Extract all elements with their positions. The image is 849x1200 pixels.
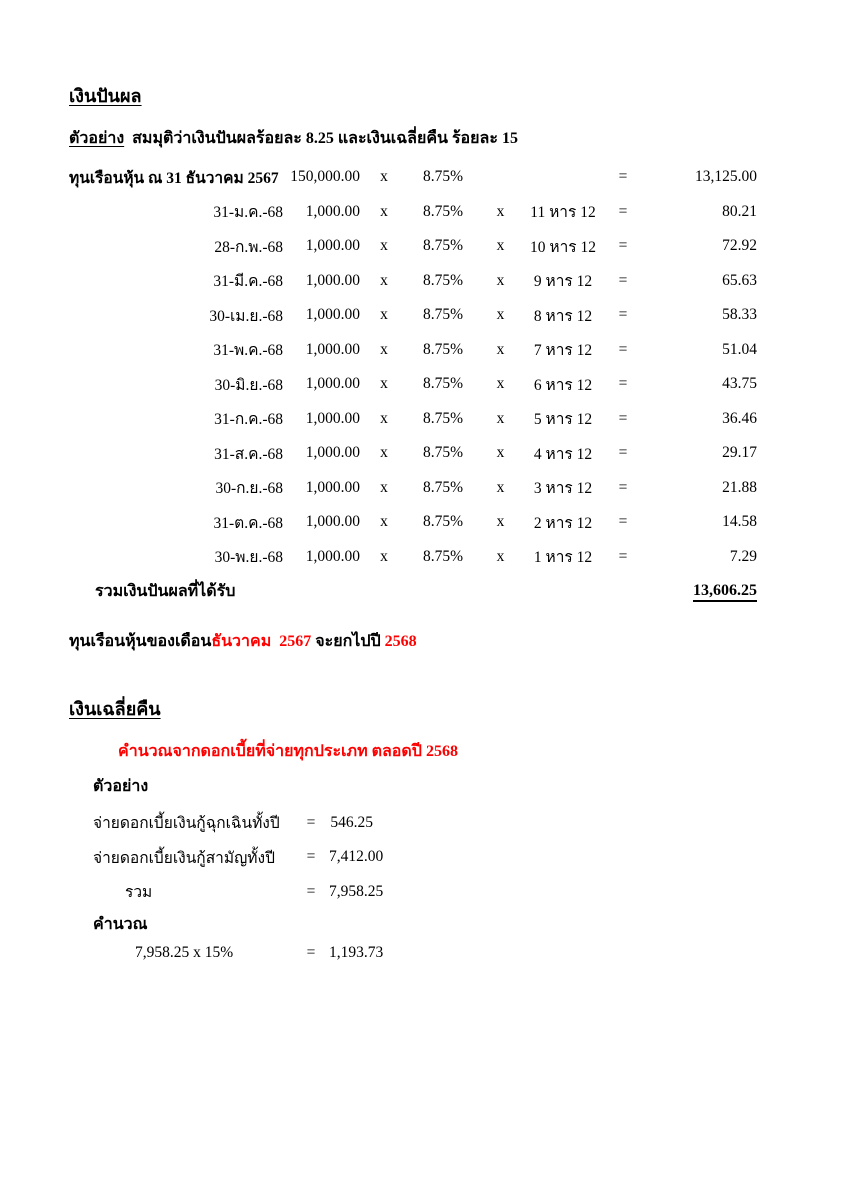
- equals-sign: =: [618, 409, 628, 427]
- rate-cell: 8.75%: [422, 271, 464, 289]
- rebate-line-value: 7,412.00: [329, 848, 384, 866]
- rebate-lines: [69, 806, 757, 910]
- fraction-cell: 3 หาร 12: [533, 480, 593, 498]
- amount-cell: 1,000.00: [305, 409, 360, 427]
- rate-cell: 8.75%: [422, 547, 464, 565]
- dividend-row: [69, 298, 757, 333]
- total-label: รวมเงินปันผลที่ได้รับ: [95, 582, 236, 600]
- multiply-sign: x: [380, 409, 388, 427]
- equals-sign: =: [618, 375, 628, 393]
- base-row-label: ทุนเรือนหุ้น ณ 31 ธันวาคม 2567: [69, 169, 279, 187]
- date-cell: 31-ม.ค.-68: [213, 204, 283, 222]
- amount-cell: 1,000.00: [305, 513, 360, 531]
- carry-note: [69, 625, 757, 659]
- document-content: [69, 86, 757, 971]
- fraction-cell: 4 หาร 12: [533, 445, 593, 463]
- result-cell: 72.92: [722, 237, 757, 255]
- base-row: [69, 160, 757, 195]
- fraction-cell: 9 หาร 12: [533, 273, 593, 291]
- date-cell: 30-ก.ย.-68: [215, 480, 283, 498]
- multiply-sign-2: x: [496, 306, 505, 324]
- rate-cell: 8.75%: [422, 409, 464, 427]
- calc-value: 1,193.73: [329, 944, 384, 962]
- multiply-sign: x: [380, 513, 388, 531]
- amount-cell: 1,000.00: [305, 271, 360, 289]
- dividend-row: [69, 471, 757, 506]
- multiply-sign: x: [380, 306, 388, 324]
- result-cell: 7.29: [729, 547, 757, 565]
- result-cell: 43.75: [722, 375, 757, 393]
- dividend-row: [69, 333, 757, 368]
- carry-year-red: 2568: [384, 632, 417, 650]
- dividend-row: [69, 229, 757, 264]
- fraction-cell: 6 หาร 12: [533, 376, 593, 394]
- dividend-heading: เงินปันผล: [69, 86, 142, 106]
- multiply-sign-2: x: [496, 340, 505, 358]
- example-label: ตัวอย่าง: [69, 130, 125, 147]
- equals-sign: =: [618, 168, 628, 186]
- multiply-sign-2: x: [496, 237, 505, 255]
- rate-cell: 8.75%: [422, 306, 464, 324]
- amount-cell: 1,000.00: [305, 478, 360, 496]
- result-cell: 65.63: [722, 271, 757, 289]
- multiply-sign-2: x: [496, 444, 505, 462]
- multiply-sign-2: x: [496, 409, 505, 427]
- dividend-row: [69, 264, 757, 299]
- rate-cell: 8.75%: [422, 340, 464, 358]
- dividend-section: [69, 86, 757, 659]
- example-text: สมมุติว่าเงินปันผลร้อยละ 8.25 และเงินเฉลี่ยคืน ร้อยละ 15: [132, 130, 518, 147]
- equals-sign: =: [306, 848, 316, 866]
- multiply-sign: x: [380, 340, 388, 358]
- rate-cell: 8.75%: [422, 478, 464, 496]
- multiply-sign: x: [380, 237, 388, 255]
- rebate-example-label: ตัวอย่าง: [93, 777, 149, 795]
- equals-sign: =: [618, 478, 628, 496]
- multiply-sign-2: x: [496, 375, 505, 393]
- amount-cell: 1,000.00: [305, 375, 360, 393]
- rebate-line-value: 7,958.25: [329, 882, 384, 900]
- amount-cell: 1,000.00: [305, 237, 360, 255]
- rate-cell: 8.75%: [422, 237, 464, 255]
- result-cell: 58.33: [722, 306, 757, 324]
- fraction-cell: 5 หาร 12: [533, 411, 593, 429]
- amount-cell: 1,000.00: [305, 340, 360, 358]
- result-cell: 21.88: [722, 478, 757, 496]
- total-value-text: 13,606.25: [693, 582, 757, 602]
- multiply-sign: x: [380, 478, 388, 496]
- calc-heading: คำนวณ: [93, 916, 148, 933]
- result-cell: 29.17: [722, 444, 757, 462]
- equals-sign: =: [618, 237, 628, 255]
- amount-cell: 1,000.00: [305, 444, 360, 462]
- rebate-note: คำนวณจากดอกเบี้ยที่จ่ายทุกประเภท ตลอดปี 2568: [118, 742, 458, 760]
- result-cell: 14.58: [722, 513, 757, 531]
- rebate-line: [69, 806, 757, 841]
- date-cell: 31-ส.ค.-68: [214, 445, 283, 463]
- carry-month-red: ธันวาคม 2567: [211, 633, 316, 650]
- calc-equals-sign: =: [306, 944, 316, 962]
- dividend-row: [69, 402, 757, 437]
- total-value: [643, 582, 757, 600]
- rebate-line: [69, 840, 757, 875]
- dividend-rows: [69, 195, 757, 575]
- rebate-line-label: รวม: [125, 884, 153, 902]
- rate-cell: 8.75%: [422, 168, 464, 186]
- base-amount-cell: 150,000.00: [290, 168, 360, 186]
- calc-expression: 7,958.25 x 15%: [135, 944, 234, 962]
- multiply-sign-2: x: [496, 202, 505, 220]
- equals-sign: =: [306, 882, 316, 900]
- dividend-row: [69, 367, 757, 402]
- multiply-sign-2: x: [496, 478, 505, 496]
- rebate-section: [69, 699, 757, 971]
- multiply-sign: x: [380, 271, 388, 289]
- date-cell: 28-ก.พ.-68: [214, 238, 283, 256]
- multiply-sign: x: [380, 547, 388, 565]
- rate-cell: 8.75%: [422, 444, 464, 462]
- multiply-sign-2: x: [496, 547, 505, 565]
- result-cell: 80.21: [722, 202, 757, 220]
- fraction-cell: 8 หาร 12: [533, 307, 593, 325]
- equals-sign: =: [306, 813, 316, 831]
- amount-cell: 1,000.00: [305, 547, 360, 565]
- rebate-heading: เงินเฉลี่ยคืน: [69, 698, 161, 719]
- rebate-line-label: จ่ายดอกเบี้ยเงินกู้ฉุกเฉินทั้งปี: [93, 815, 280, 833]
- fraction-cell: 11 หาร 12: [530, 204, 596, 222]
- fraction-cell: 1 หาร 12: [533, 549, 593, 567]
- equals-sign: =: [618, 340, 628, 358]
- equals-sign: =: [618, 547, 628, 565]
- equals-sign: =: [618, 444, 628, 462]
- rate-cell: 8.75%: [422, 202, 464, 220]
- equals-sign: =: [618, 306, 628, 324]
- amount-cell: 1,000.00: [305, 202, 360, 220]
- result-cell: 51.04: [722, 340, 757, 358]
- dividend-row: [69, 436, 757, 471]
- fraction-cell: 7 หาร 12: [533, 342, 593, 360]
- date-cell: 31-มี.ค.-68: [213, 273, 283, 291]
- rate-cell: 8.75%: [422, 513, 464, 531]
- multiply-sign: x: [380, 444, 388, 462]
- rebate-line: [69, 875, 757, 910]
- equals-sign: =: [618, 271, 628, 289]
- fraction-cell: 10 หาร 12: [530, 238, 596, 256]
- total-row: [69, 574, 757, 609]
- multiply-sign: x: [380, 202, 388, 220]
- rate-cell: 8.75%: [422, 375, 464, 393]
- date-cell: 31-ก.ค.-68: [214, 411, 283, 429]
- carry-middle: จะยกไปปี: [315, 633, 385, 650]
- dividend-row: [69, 540, 757, 575]
- dividend-row: [69, 505, 757, 540]
- multiply-sign: x: [380, 375, 388, 393]
- base-result-cell: 13,125.00: [695, 168, 757, 186]
- result-cell: 36.46: [722, 409, 757, 427]
- dividend-row: [69, 195, 757, 230]
- date-cell: 30-พ.ย.-68: [214, 549, 283, 567]
- date-cell: 31-ต.ค.-68: [213, 514, 283, 532]
- multiply-sign-2: x: [496, 271, 505, 289]
- multiply-sign: x: [380, 168, 388, 186]
- rebate-line-label: จ่ายดอกเบี้ยเงินกู้สามัญทั้งปี: [93, 849, 275, 867]
- carry-prefix: ทุนเรือนหุ้นของเดือน: [69, 633, 212, 650]
- example-spacer: [124, 130, 132, 147]
- date-cell: 31-พ.ค.-68: [213, 342, 283, 360]
- amount-cell: 1,000.00: [305, 306, 360, 324]
- dividend-example-line: [69, 129, 757, 148]
- fraction-cell: 2 หาร 12: [533, 514, 593, 532]
- equals-sign: =: [618, 513, 628, 531]
- calc-line: [69, 936, 757, 971]
- date-cell: 30-เม.ย.-68: [209, 307, 283, 325]
- rebate-line-value: 546.25: [330, 813, 373, 831]
- multiply-sign-2: x: [496, 513, 505, 531]
- date-cell: 30-มิ.ย.-68: [214, 376, 283, 394]
- equals-sign: =: [618, 202, 628, 220]
